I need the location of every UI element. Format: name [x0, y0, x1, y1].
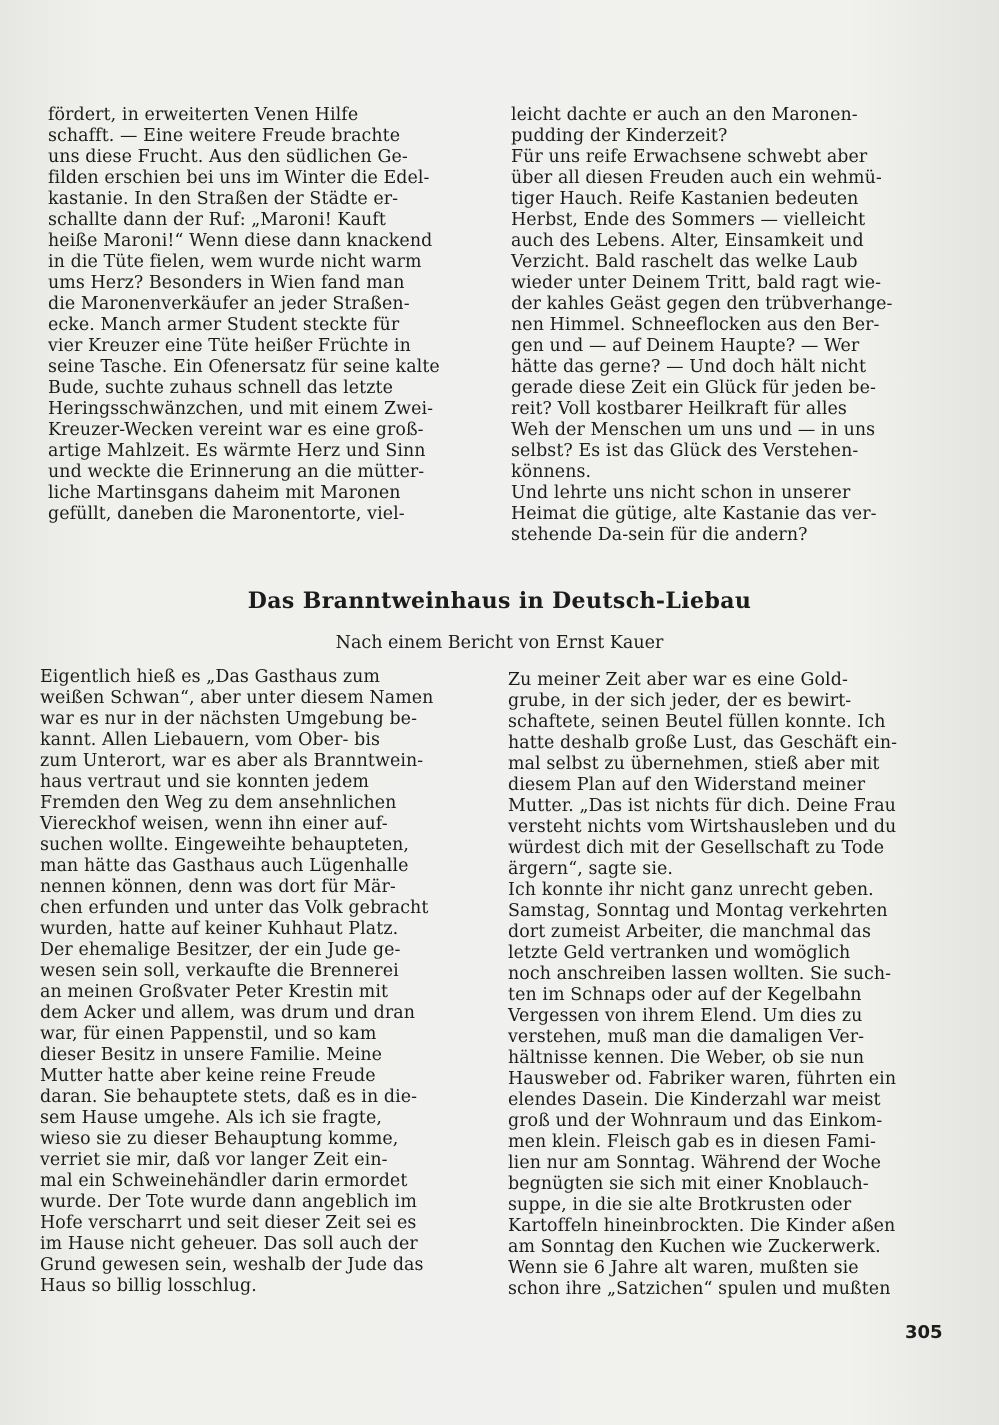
page-number: 305 — [905, 1322, 943, 1343]
previous-article-left-column: fördert, in erweiterten Venen Hilfe schafft. — Eine weitere Freude brachte uns diese Frucht. Aus den südlichen Ge- filden erschien bei uns im Winter die Edel- kastanie. In den Straßen der Städte er- schallte dann der Ruf: „Maroni! Kauft heiße Maroni!“ Wenn diese dann knackend in die Tüte fielen, wem wurde nicht warm ums Herz? Besonders in Wien fand man die Maronenverkäufer an jeder Straßen- ecke. Manch armer Student steckte für vier Kreuzer eine Tüte heißer Früchte in seine Tasche. Ein Ofenersatz für seine kalte Bude, suchte zuhaus schnell das letzte Heringsschwänzchen, und mit einem Zwei- Kreuzer-Wecken vereint war es eine groß- artige Mahlzeit. Es wärmte Herz und Sinn und weckte die Erinnerung an die mütter- liche Martinsgans daheim mit Maronen gefüllt, daneben die Maronentorte, viel- — [48, 105, 440, 524]
article-byline: Nach einem Bericht von Ernst Kauer — [335, 633, 664, 653]
article-right-column: Zu meiner Zeit aber war es eine Gold- grube, in der sich jeder, der es bewirt- schaftete, seinen Beutel füllen konnte. Ich hatte deshalb große Lust, das Geschäft ein- mal selbst zu übernehmen, stieß aber mit diesem Plan auf den Widerstand meiner Mutter. „Das ist nichts für dich. Deine Frau versteht nichts vom Wirtshausleben und du würdest dich mit der Gesellschaft zu Tode ärgern“, sagte sie. Ich konnte ihr nicht ganz unrecht geben. Samstag, Sonntag und Montag verkehrten dort zumeist Arbeiter, die manchmal das letzte Geld vertranken und womöglich noch anschreiben lassen wollten. Sie such- ten im Schnaps oder auf der Kegelbahn Vergessen von ihrem Elend. Um dies zu verstehen, muß man die damaligen Ver- hältnisse kennen. Die Weber, ob sie nun Hausweber od. Fabriker waren, führten ein elendes Dasein. Die Kinderzahl war meist groß und der Wohnraum und das Einkom- men klein. Fleisch gab es in diesen Fami- lien nur am Sonntag. Während der Woche begnügten sie sich mit einer Knoblauch- suppe, in die sie alte Brotkrusten oder Kartoffeln hineinbrockten. Die Kinder aßen am Sonntag den Kuchen wie Zuckerwerk. Wenn sie 6 Jahre alt waren, mußten sie schon ihre „Satzichen“ spulen und mußten — [508, 670, 898, 1299]
article-title: Das Branntweinhaus in Deutsch-Liebau — [247, 588, 752, 614]
article-left-column: Eigentlich hieß es „Das Gasthaus zum weißen Schwan“, aber unter diesem Namen war es nur in der nächsten Umgebung be- kannt. Allen Liebauern, vom Ober- bis zum Unterort, war es aber als Branntwein- haus vertraut und sie konnten jedem Fremden den Weg zu dem ansehnlichen Viereckhof weisen, wenn ihn einer auf- suchen wollte. Eingeweihte behaupteten, man hätte das Gasthaus auch Lügenhalle nennen können, denn was dort für Mär- chen erfunden und unter das Volk gebracht wurden, hatte auf keiner Kuhhaut Platz. Der ehemalige Besitzer, der ein Jude ge- wesen sein soll, verkaufte die Brennerei an meinen Großvater Peter Krestin mit dem Acker und allem, was drum und dran war, für einen Pappenstil, und so kam dieser Besitz in unsere Familie. Meine Mutter hatte aber keine reine Freude daran. Sie behauptete stets, daß es in die- sem Hause umgehe. Als ich sie fragte, wieso sie zu dieser Behauptung komme, verriet sie mir, daß vor langer Zeit ein- mal ein Schweinehändler darin ermordet wurde. Der Tote wurde dann angeblich im Hofe verscharrt und seit dieser Zeit sei es im Hause nicht geheuer. Das soll auch der Grund gewesen sein, weshalb der Jude das Haus so billig losschlug. — [40, 667, 434, 1296]
previous-article-right-column: leicht dachte er auch an den Maronen- pudding der Kinderzeit? Für uns reife Erwachsene schwebt aber über all diesen Freuden auch ein wehmü- tiger Hauch. Reife Kastanien bedeuten Herbst, Ende des Sommers — vielleicht auch des Lebens. Alter, Einsamkeit und Verzicht. Bald raschelt das welke Laub wieder unter Deinem Tritt, bald ragt wie- der kahles Geäst gegen den trübverhange- nen Himmel. Schneeflocken aus den Ber- gen und — auf Deinem Haupte? — Wer hätte das gerne? — Und doch hält nicht gerade diese Zeit ein Glück für jeden be- reit? Voll kostbarer Heilkraft für alles Weh der Menschen um uns und — in uns selbst? Es ist das Glück des Verstehen- könnens. Und lehrte uns nicht schon in unserer Heimat die gütige, alte Kastanie das ver- stehende Da-sein für die andern? — [511, 105, 893, 545]
